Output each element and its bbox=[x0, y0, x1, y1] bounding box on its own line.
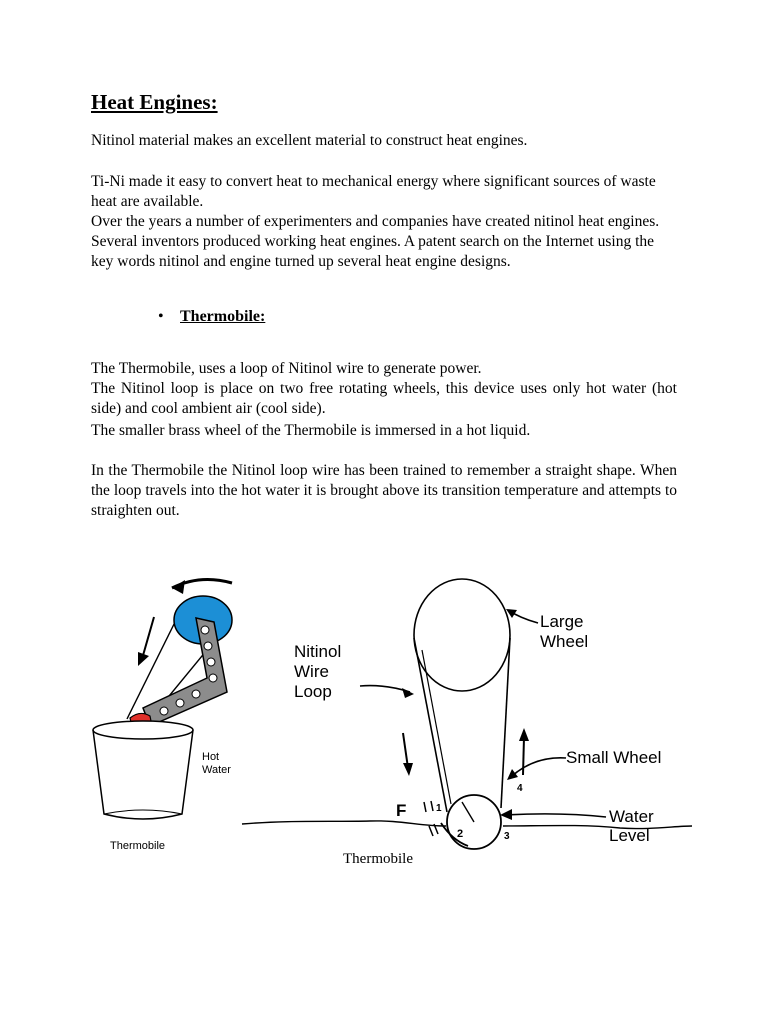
thermobile-shape-paragraph: In the Thermobile the Nitinol loop wire has been trained to remember a straight shape. When the loop travels into the hot water it is brought above its transition temperature and attempts to straighten out. bbox=[91, 462, 677, 519]
history-paragraph: Over the years a number of experimenters and companies have created nitinol heat engines. Several inventors produced working heat engines. A patent search on the Internet using the key words nitinol and engine turned up several heat engine designs. bbox=[91, 213, 660, 270]
bullet-dot-icon: • bbox=[158, 308, 164, 325]
page-title: Heat Engines: bbox=[91, 90, 218, 114]
small-wheel-pointer bbox=[512, 758, 566, 776]
water-pointer bbox=[505, 814, 606, 817]
point-1-label: 1 bbox=[436, 803, 442, 814]
intro-paragraph: Nitinol material makes an excellent material to construct heat engines. bbox=[91, 132, 528, 149]
thermobile-heading: Thermobile: bbox=[180, 308, 266, 325]
nitinol-label-line3: Loop bbox=[294, 682, 332, 701]
bucket-icon bbox=[93, 721, 193, 819]
water-label-line2: Level bbox=[609, 826, 650, 845]
point-2-label: 2 bbox=[457, 828, 464, 840]
large-wheel-icon bbox=[414, 579, 510, 691]
large-label-line2: Wheel bbox=[540, 632, 589, 651]
force-label: F bbox=[396, 801, 407, 820]
point-3-label: 3 bbox=[504, 831, 510, 842]
hot-label-line2: Water bbox=[202, 764, 231, 776]
water-level-line bbox=[242, 821, 446, 826]
nitinol-loop-line bbox=[414, 638, 447, 812]
figure-caption: Thermobile bbox=[343, 851, 413, 867]
water-level-line bbox=[503, 826, 692, 829]
nitinol-loop-line bbox=[422, 650, 451, 804]
thermobile-brass-paragraph: The smaller brass wheel of the Thermobile is immersed in a hot liquid. bbox=[91, 422, 531, 439]
left-thermobile-diagram bbox=[93, 579, 232, 852]
point-4-label: 4 bbox=[517, 783, 523, 794]
right-thermobile-diagram bbox=[242, 579, 692, 849]
waste-heat-paragraph: Ti-Ni made it easy to convert heat to mechanical energy where significant sources of waste heat are available. bbox=[91, 173, 656, 210]
down-arrow-icon bbox=[403, 733, 408, 768]
large-label-line1: Large bbox=[540, 612, 584, 631]
hot-label-line1: Hot bbox=[202, 751, 220, 763]
nitinol-label-line1: Nitinol bbox=[294, 642, 342, 661]
water-label-line1: Water bbox=[609, 807, 654, 826]
left-diagram-caption: Thermobile bbox=[110, 840, 166, 852]
thermobile-loop-paragraph: The Nitinol loop is place on two free rotating wheels, this device uses only hot water (hot side) and cool ambient air (cool side). bbox=[91, 380, 677, 417]
small-wheel-label: Small Wheel bbox=[566, 748, 662, 767]
thermobile-intro: The Thermobile, uses a loop of Nitinol wire to generate power. bbox=[91, 360, 482, 377]
nitinol-loop-line bbox=[501, 638, 510, 808]
up-arrow-icon bbox=[523, 737, 524, 775]
nitinol-label-line2: Wire bbox=[294, 662, 329, 681]
down-arrow-icon bbox=[142, 617, 154, 659]
